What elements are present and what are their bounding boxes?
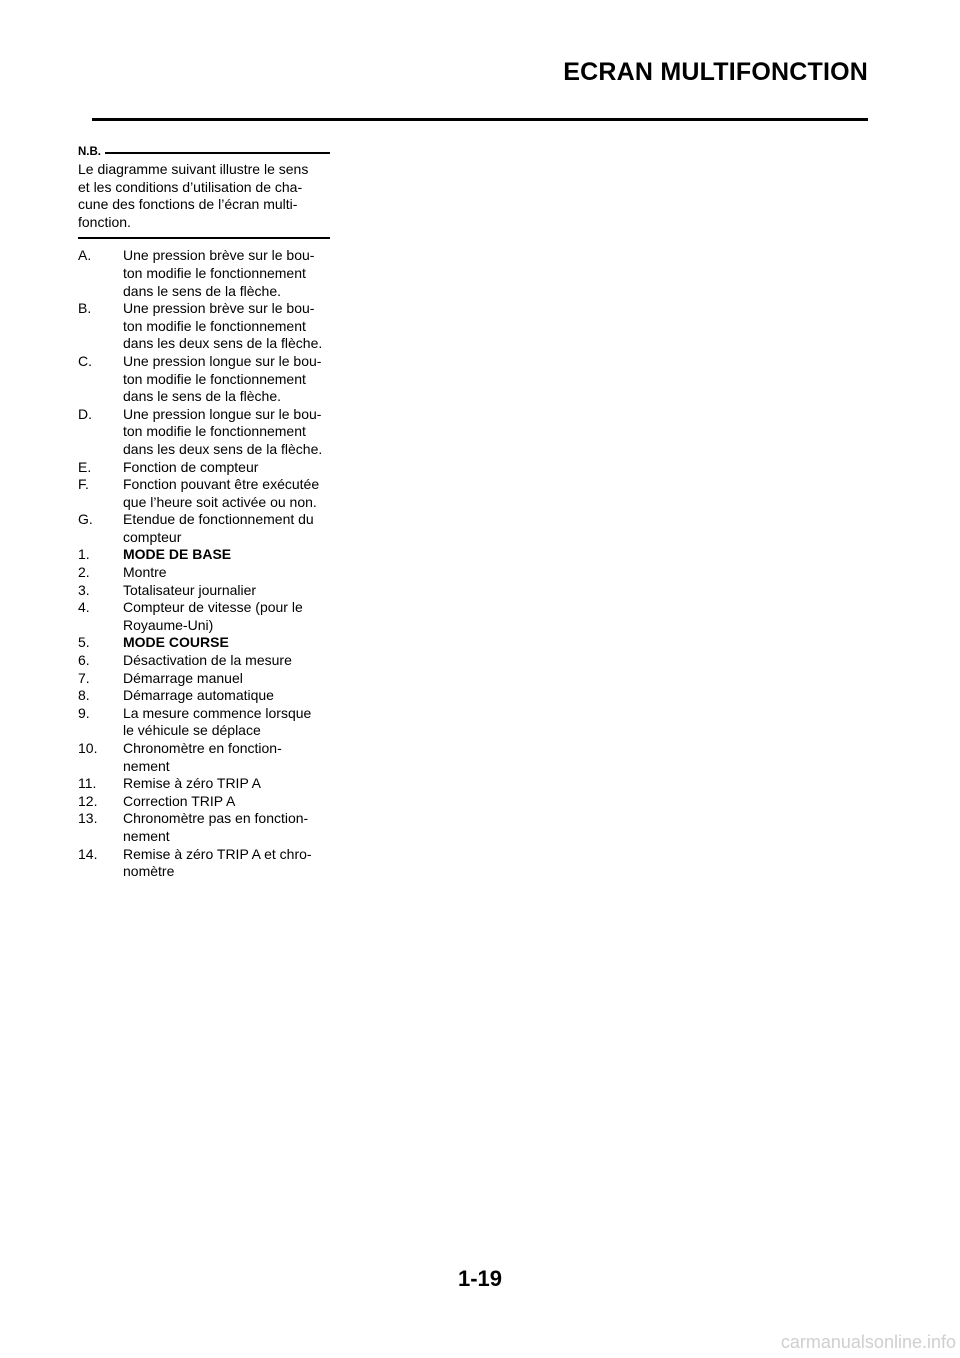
legend-text (123, 546, 330, 564)
legend-key: 13. (78, 810, 98, 827)
legend-text-line: dans les deux sens de la flèche. (123, 440, 323, 457)
note-header (78, 143, 330, 161)
legend-item (78, 740, 330, 775)
legend-text (123, 670, 330, 688)
legend-text (123, 476, 330, 511)
legend-text (123, 300, 330, 353)
legend-text (123, 687, 330, 705)
legend-text-line: nement (123, 827, 170, 844)
legend-text-line: Correction TRIP A (123, 792, 236, 809)
legend-text-line: La mesure commence lorsque (123, 704, 312, 721)
legend-item (78, 476, 330, 511)
legend-key: 5. (78, 634, 90, 651)
legend-key: G. (78, 511, 93, 528)
legend-text (123, 247, 330, 300)
legend-item (78, 793, 330, 811)
legend-item (78, 300, 330, 353)
legend-text (123, 775, 330, 793)
legend-text-line: Royaume-Uni) (123, 616, 214, 633)
legend-text-line: Démarrage automatique (123, 687, 274, 704)
legend-text-line: ton modifie le fonctionnement (123, 370, 306, 387)
legend-item (78, 652, 330, 670)
legend-text (123, 511, 330, 546)
legend-text-line: Désactivation de la mesure (123, 652, 292, 669)
legend-text (123, 599, 330, 634)
note-bottom-rule (78, 237, 330, 239)
legend-item (78, 511, 330, 546)
page-number: 1-19 (457, 1266, 503, 1291)
legend-text-line: Démarrage manuel (123, 669, 243, 686)
legend-item (78, 687, 330, 705)
legend-text-line: Une pression brève sur le bou- (123, 300, 315, 317)
legend-item (78, 564, 330, 582)
legend-item (78, 582, 330, 600)
legend-key: 8. (78, 687, 90, 704)
legend-item (78, 247, 330, 300)
legend-text-line: que l’heure soit activée ou non. (123, 493, 317, 510)
legend-text-line: Compteur de vitesse (pour le (123, 599, 303, 616)
legend-item (78, 634, 330, 652)
legend-key: 6. (78, 652, 90, 669)
legend-text (123, 740, 330, 775)
legend-text-line: dans le sens de la flèche. (123, 282, 281, 299)
legend-text-line: Une pression longue sur le bou- (123, 352, 322, 369)
legend-text-line: MODE COURSE (123, 634, 229, 651)
legend-text (123, 459, 330, 477)
legend-text-line: nement (123, 757, 170, 774)
legend-key: 4. (78, 599, 90, 616)
legend-key: 7. (78, 669, 90, 686)
page-title: ECRAN MULTIFONCTION (563, 58, 868, 86)
legend-text (123, 564, 330, 582)
legend-key: F. (78, 476, 89, 493)
legend-list (78, 247, 330, 880)
legend-key: C. (78, 352, 92, 369)
note-top-rule (105, 152, 330, 154)
legend-text-line: ton modifie le fonctionnement (123, 264, 306, 281)
legend-text (123, 634, 330, 652)
legend-item (78, 670, 330, 688)
legend-text-line: dans le sens de la flèche. (123, 388, 281, 405)
legend-text-line: MODE DE BASE (123, 546, 232, 563)
legend-text-line: le véhicule se déplace (123, 722, 261, 739)
left-column (78, 143, 330, 881)
note-line: cune des fonctions de l’écran multi- (78, 196, 298, 213)
legend-item (78, 459, 330, 477)
legend-text-line: Chronomètre en fonction- (123, 740, 282, 756)
legend-text-line: dans les deux sens de la flèche. (123, 335, 323, 352)
legend-text (123, 846, 330, 881)
legend-text (123, 793, 330, 811)
legend-item (78, 546, 330, 564)
legend-text (123, 652, 330, 670)
legend-text-line: Une pression brève sur le bou- (123, 247, 315, 264)
legend-text (123, 582, 330, 600)
legend-text-line: Fonction de compteur (123, 458, 259, 475)
legend-key: 10. (78, 740, 98, 756)
header-divider (92, 118, 868, 121)
note-line: fonction. (78, 213, 131, 230)
legend-text (123, 705, 330, 740)
legend-text-line: compteur (123, 528, 182, 545)
legend-text (123, 353, 330, 406)
legend-key: A. (78, 247, 92, 264)
legend-text-line: Chronomètre pas en fonction- (123, 810, 309, 827)
watermark: carmanualsonline.info (780, 1332, 956, 1352)
legend-item (78, 775, 330, 793)
legend-text-line: Une pression longue sur le bou- (123, 405, 322, 422)
legend-text (123, 406, 330, 459)
legend-key: 11. (78, 775, 97, 792)
legend-key: 1. (78, 546, 90, 563)
legend-text-line: nomètre (123, 863, 175, 880)
note-body (78, 161, 330, 231)
legend-item (78, 599, 330, 634)
note-line: et les conditions d’utilisation de cha- (78, 178, 303, 195)
legend-key: 14. (78, 845, 98, 862)
legend-text-line: ton modifie le fonctionnement (123, 317, 306, 334)
legend-text-line: ton modifie le fonctionnement (123, 423, 306, 440)
legend-text-line: Montre (123, 564, 167, 581)
legend-item (78, 353, 330, 406)
legend-text-line: Etendue de fonctionnement du (123, 511, 314, 528)
legend-text-line: Fonction pouvant être exécutée (123, 476, 320, 493)
legend-key: 3. (78, 581, 90, 598)
note-line: Le diagramme suivant illustre le sens (78, 161, 309, 177)
legend-key: D. (78, 405, 92, 422)
note-label: N.B. (78, 146, 101, 159)
legend-text-line: Totalisateur journalier (123, 581, 257, 598)
legend-key: E. (78, 458, 92, 475)
legend-key: 9. (78, 704, 90, 721)
legend-item (78, 810, 330, 845)
legend-text-line: Remise à zéro TRIP A et chro- (123, 845, 312, 862)
legend-text-line: Remise à zéro TRIP A (123, 775, 261, 792)
legend-key: 12. (78, 792, 98, 809)
legend-item (78, 406, 330, 459)
legend-key: 2. (78, 564, 90, 581)
legend-key: B. (78, 300, 92, 317)
legend-item (78, 705, 330, 740)
legend-text (123, 810, 330, 845)
legend-item (78, 846, 330, 881)
